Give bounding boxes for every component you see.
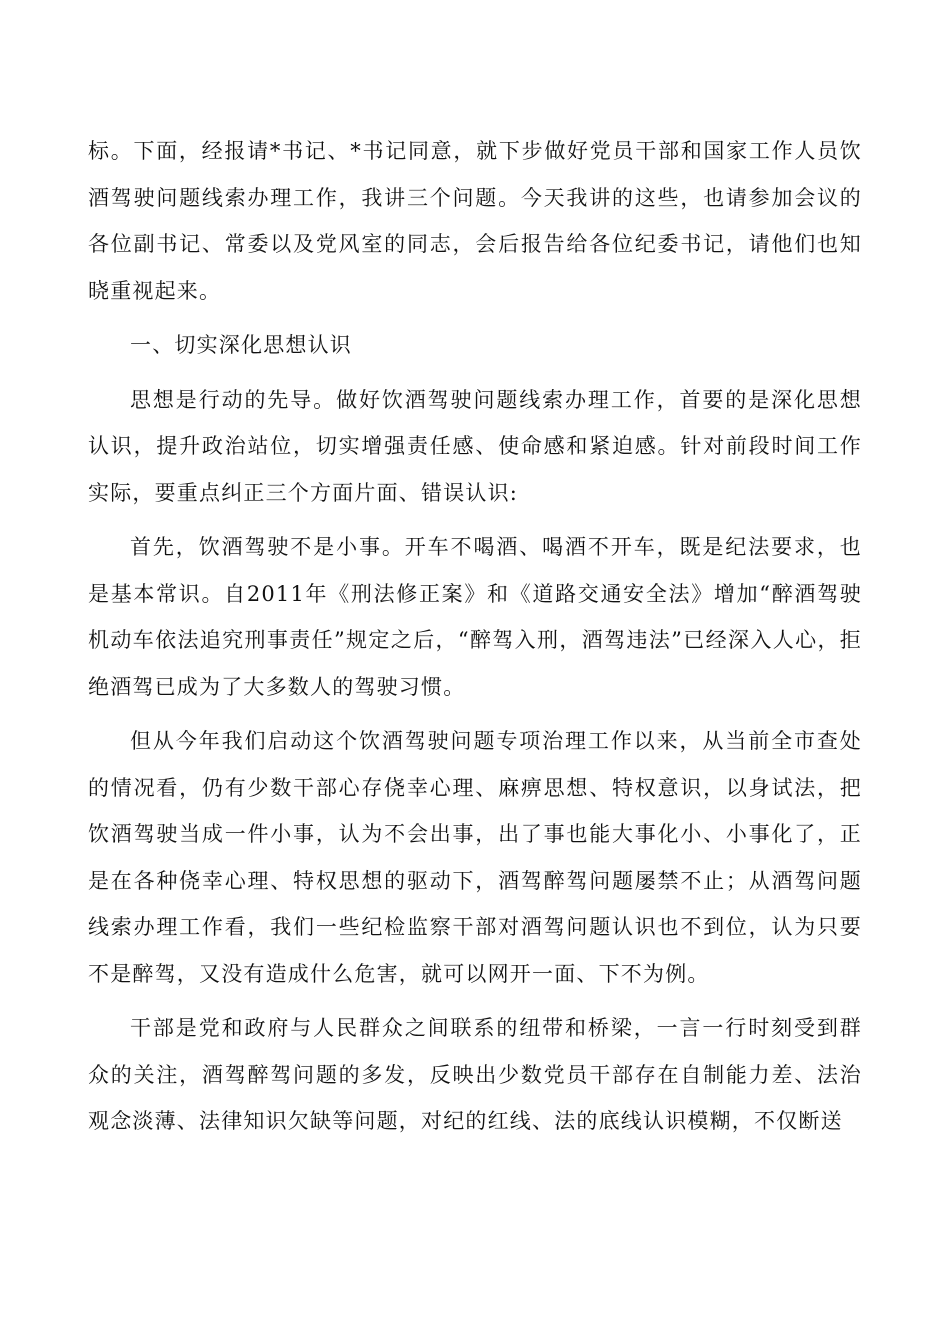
- paragraph-thought-guide: 思想是行动的先导。做好饮酒驾驶问题线索办理工作，首要的是深化思想认识，提升政治站位，切实增强责任感、使命感和紧迫感。针对前段时间工作实际，要重点纠正三个方面片面、错误认识:: [88, 387, 862, 505]
- paragraph-cadre-role: 干部是党和政府与人民群众之间联系的纽带和桥梁，一言一行时刻受到群众的关注，酒驾醉驾问题的多发，反映出少数党员干部存在自制能力差、法治观念淡薄、法律知识欠缺等问题，对纪的红线、法的底线认识模糊，不仅断送: [88, 1016, 862, 1133]
- section-heading-1: 一、切实深化思想认识: [130, 333, 352, 357]
- paragraph-first-point: 首先，饮酒驾驶不是小事。开车不喝酒、喝酒不开车，既是纪法要求，也是基本常识。自2011年《刑法修正案》和《道路交通安全法》增加“醉酒驾驶机动车依法追究刑事责任”规定之后，“醉驾入刑，酒驾违法”已经深入人心，拒绝酒驾已成为了大多数人的驾驶习惯。: [88, 535, 862, 699]
- document-body: [88, 128, 862, 1153]
- paragraph-current-situation: 但从今年我们启动这个饮酒驾驶问题专项治理工作以来，从当前全市查处的情况看，仍有少数干部心存侥幸心理、麻痹思想、特权意识，以身试法，把饮酒驾驶当成一件小事，认为不会出事，出了事也能大事化小、小事化了，正是在各种侥幸心理、特权思想的驱动下，酒驾醉驾问题屡禁不止；从酒驾问题线索办理工作看，我们一些纪检监察干部对酒驾问题认识也不到位，认为只要不是醉驾，又没有造成什么危害，就可以网开一面、下不为例。: [88, 729, 862, 986]
- paragraph-continuation: 标。下面，经报请*书记、*书记同意，就下步做好党员干部和国家工作人员饮酒驾驶问题线索办理工作，我讲三个问题。今天我讲的这些，也请参加会议的各位副书记、常委以及党风室的同志，会后报告给各位纪委书记，请他们也知晓重视起来。: [88, 139, 862, 303]
